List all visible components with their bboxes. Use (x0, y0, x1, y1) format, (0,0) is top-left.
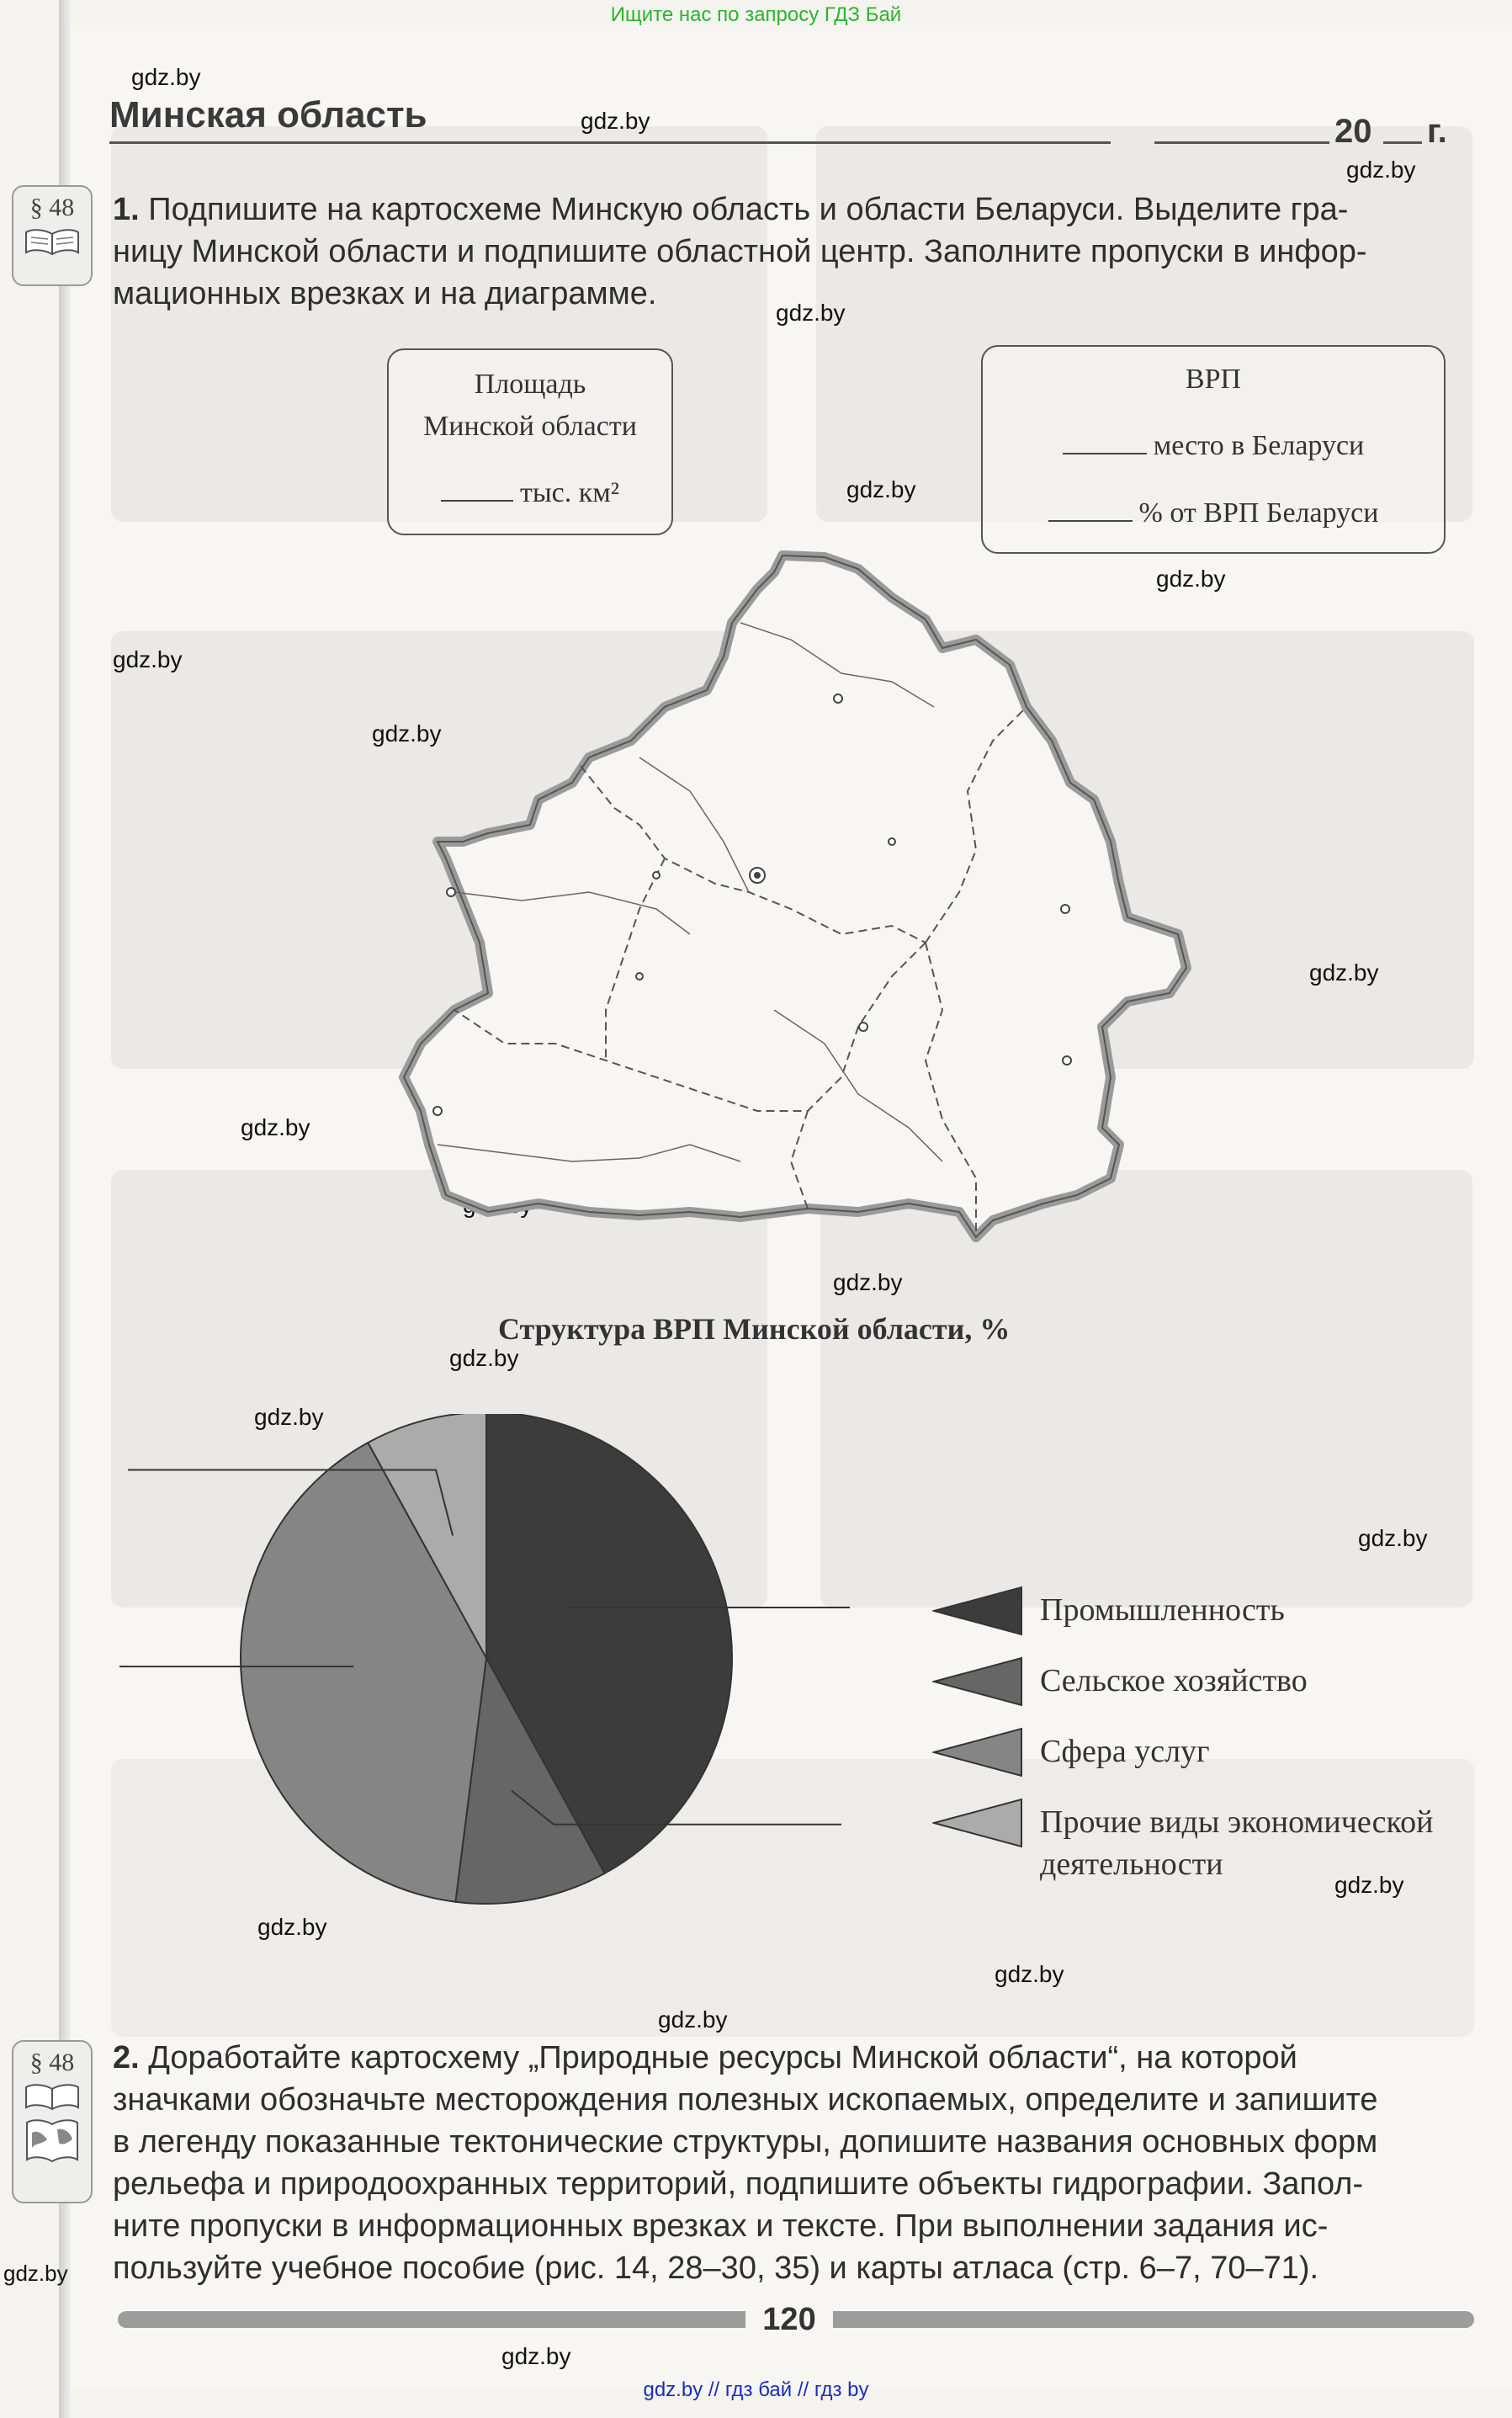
watermark: gdz.by (449, 1345, 519, 1371)
book-icon (23, 227, 82, 256)
watermark: gdz.by (1334, 1872, 1404, 1898)
chart-title: Структура ВРП Минской области, % (498, 1312, 1011, 1346)
task2-text: Доработайте картосхему „Природные ресурсы Минской области“, на которой (148, 2040, 1297, 2075)
task2-line-5: ните пропуски в информационных врезках и тексте. При выполнении задания ис- (113, 2208, 1329, 2244)
task1-number: 1. (113, 192, 140, 227)
task2-line-2: значками обозначьте месторождения полезных ископаемых, определите и запишите (113, 2082, 1378, 2118)
grp-share-label: % от ВРП Беларуси (1138, 497, 1379, 529)
legend-label-3: Сфера услуг (1040, 1734, 1210, 1769)
grp-box-rank-row (983, 429, 1444, 462)
watermark: gdz.by (241, 1114, 310, 1140)
legend-swatch-1 (932, 1586, 1025, 1636)
year-blank (1383, 141, 1422, 144)
task2-line-4: рельефа и природоохранных территорий, подпишите объекты гидрографии. Запол- (113, 2166, 1364, 2202)
legend-swatch-3 (932, 1727, 1025, 1778)
legend-swatch-4 (932, 1798, 1025, 1848)
legend-label-2: Сельское хозяйство (1040, 1663, 1308, 1698)
legend-swatch-2 (932, 1656, 1025, 1707)
watermark: gdz.by (501, 2343, 571, 2369)
task2-number: 2. (113, 2040, 140, 2075)
area-box-line1: Площадь (474, 369, 586, 400)
task2-line-1 (113, 2037, 1297, 2079)
watermark: gdz.by (995, 1961, 1064, 1987)
page-title: Минская область (109, 94, 427, 136)
book-icon (23, 2082, 82, 2111)
area-info-box (387, 348, 673, 535)
watermark: gdz.by (372, 720, 442, 747)
watermark: gdz.by (1309, 959, 1379, 986)
legend-label-1: Промышленность (1040, 1592, 1285, 1628)
bottom-banner[interactable]: gdz.by // гдз бай // гдз by (643, 2378, 869, 2401)
grp-box-title: ВРП (1185, 364, 1242, 395)
grp-structure-pie-chart (118, 1414, 926, 1953)
year-suffix: г. (1427, 113, 1447, 150)
watermark: gdz.by (3, 2261, 68, 2286)
watermark: gdz.by (833, 1269, 903, 1295)
task2-line-3: в легенду показанные тектонические структуры, допишите названия основных форм (113, 2124, 1378, 2160)
page-number: 120 (745, 2302, 833, 2338)
area-value-blank[interactable] (441, 476, 513, 502)
top-banner[interactable]: Ищите нас по запросу ГДЗ Бай (610, 3, 902, 26)
area-box-line2: Минской области (423, 411, 637, 442)
watermark: gdz.by (581, 108, 650, 134)
area-unit: тыс. км² (519, 477, 620, 508)
watermark: gdz.by (1346, 157, 1416, 183)
grp-box-share-row (983, 497, 1444, 529)
belarus-border (404, 555, 1186, 1237)
belarus-outline-map[interactable] (387, 539, 1195, 1246)
task1-line-3: мационных врезках и на диаграмме. (113, 276, 657, 311)
grp-info-box (981, 345, 1446, 554)
watermark: gdz.by (776, 300, 846, 326)
watermark: gdz.by (1156, 566, 1226, 592)
grp-rank-label: место в Беларуси (1153, 430, 1365, 461)
date-blank (1154, 141, 1329, 144)
watermark: gdz.by (257, 1914, 327, 1940)
year-prefix: 20 (1334, 113, 1372, 150)
watermark: gdz.by (113, 646, 183, 672)
area-box-value-row (389, 476, 671, 509)
task1-text: Подпишите на картосхеме Минскую область и области Беларуси. Выделите гра- (148, 192, 1349, 227)
watermark: gdz.by (658, 2006, 728, 2033)
watermark: gdz.by (254, 1404, 324, 1430)
atlas-icon (24, 2118, 81, 2165)
task1-line-1 (113, 189, 1348, 231)
task1-line-2: ницу Минской области и подпишите областной центр. Заполните пропуски в инфор- (113, 234, 1367, 269)
grp-share-blank[interactable] (1048, 497, 1133, 522)
watermark: gdz.by (846, 476, 916, 502)
watermark: gdz.by (1358, 1525, 1428, 1551)
section-badge (12, 2040, 93, 2203)
grp-rank-blank[interactable] (1063, 429, 1147, 454)
section-badge (12, 185, 93, 286)
title-underline (109, 141, 1111, 144)
watermark: gdz.by (131, 64, 201, 90)
section-badge-label: § 48 (29, 194, 75, 221)
legend-label-4: Прочие виды экономической деятельности (1040, 1804, 1434, 1882)
section-badge-label: § 48 (29, 2049, 75, 2076)
task2-line-6: пользуйте учебное пособие (рис. 14, 28–30, 35) и карты атласа (стр. 6–7, 70–71). (113, 2251, 1319, 2286)
